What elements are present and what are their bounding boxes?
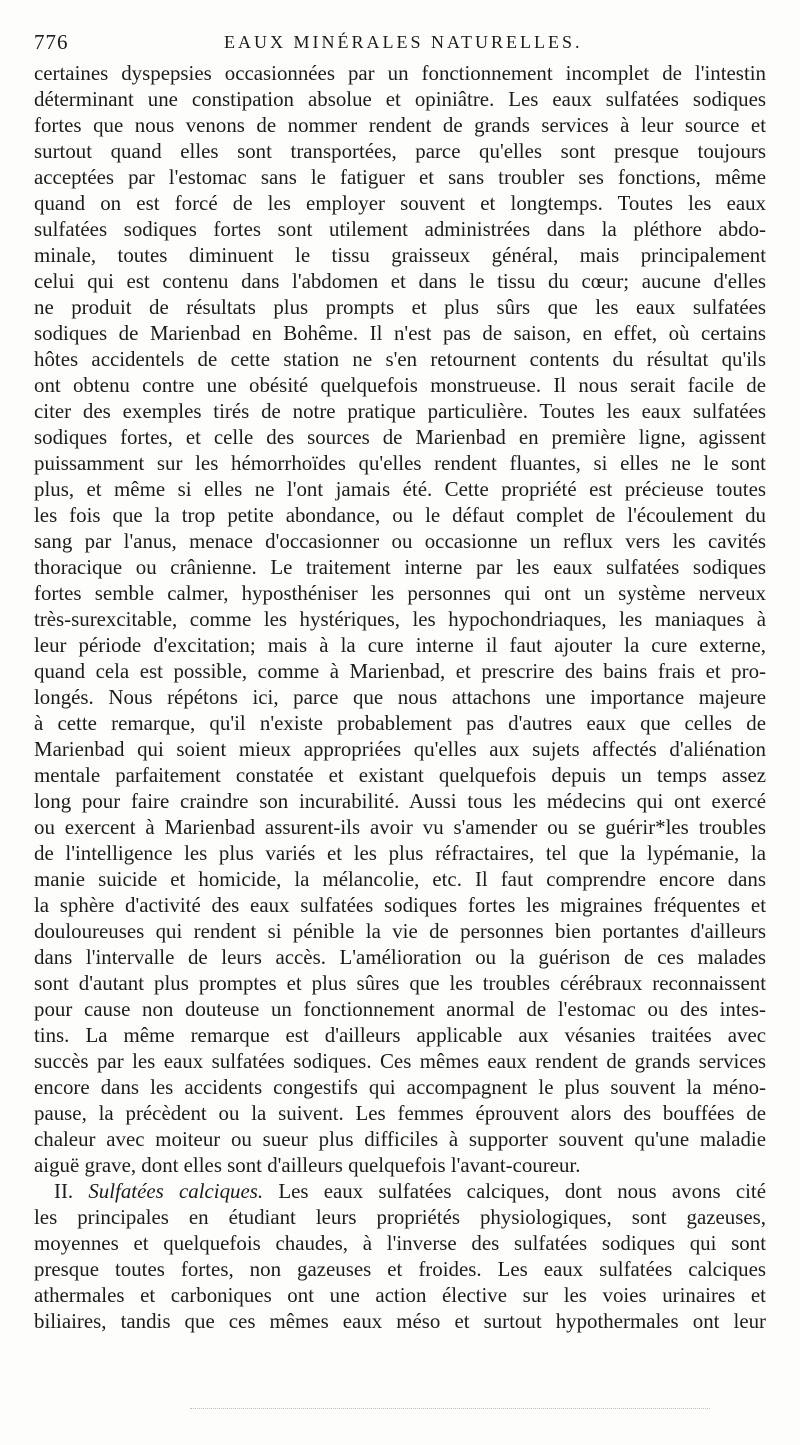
- text-line: athermales et carboniques ont une action élective sur les voies urinaires et: [34, 1283, 766, 1307]
- text-line: longés. Nous répétons ici, parce que nous attachons une importance majeure: [34, 685, 766, 709]
- text-line: biliaires, tandis que ces mêmes eaux méso et surtout hypothermales ont leur: [34, 1309, 766, 1333]
- text-line: celui qui est contenu dans l'abdomen et dans le tissu du cœur; aucune d'elles: [34, 269, 766, 293]
- text-line: Les eaux sulfatées calciques, dont nous avons cité: [278, 1179, 766, 1203]
- text-line: sont d'autant plus promptes et plus sûres que les troubles cérébraux reconnaissent: [34, 971, 766, 995]
- text-line: aiguë grave, dont elles sont d'ailleurs quelquefois l'avant-coureur.: [34, 1153, 581, 1177]
- text-line: ou exercent à Marienbad assurent-ils avoir vu s'amender ou se guérir*les troubles: [34, 815, 766, 839]
- scan-artifact-line: [190, 1408, 710, 1411]
- text-line: leur période d'excitation; mais à la cure interne il faut ajouter la cure externe,: [34, 633, 766, 657]
- page-number: 776: [34, 30, 69, 54]
- text-line: presque toutes fortes, non gazeuses et froides. Les eaux sulfatées calciques: [34, 1257, 766, 1281]
- text-line: ne produit de résultats plus prompts et plus sûrs que les eaux sulfatées: [34, 295, 766, 319]
- text-line: sodiques fortes, et celle des sources de Marienbad en première ligne, agissent: [34, 425, 766, 449]
- text-line: moyennes et quelquefois chaudes, à l'inverse des sulfatées sodiques qui sont: [34, 1231, 766, 1255]
- text-line: citer des exemples tirés de notre pratique particulière. Toutes les eaux sulfatées: [34, 399, 766, 423]
- text-line: minale, toutes diminuent le tissu graisseux général, mais principalement: [34, 243, 766, 267]
- text-line: long pour faire craindre son incurabilité. Aussi tous les médecins qui ont exercé: [34, 789, 766, 813]
- running-title: EAUX MINÉRALES NATURELLES.: [224, 32, 583, 52]
- text-line: dans l'intervalle de leurs accès. L'amélioration ou la guérison de ces malades: [34, 945, 766, 969]
- text-line: pour cause non douteuse un fonctionnement anormal de l'estomac ou des intes-: [34, 997, 766, 1021]
- running-head: [34, 28, 770, 58]
- text-line: Marienbad qui soient mieux appropriées qu'elles aux sujets affectés d'aliénation: [34, 737, 766, 761]
- section-number: II.: [54, 1179, 74, 1203]
- text-line: les fois que la trop petite abondance, ou le défaut complet de l'écoulement du: [34, 503, 766, 527]
- text-line: sulfatées sodiques fortes sont utilement administrées dans la pléthore abdo-: [34, 217, 766, 241]
- text-line: sang par l'anus, menace d'occasionner ou occasionne un reflux vers les cavités: [34, 529, 766, 553]
- text-line: pause, la précèdent ou la suivent. Les femmes éprouvent alors des bouffées de: [34, 1101, 766, 1125]
- section-sulfatees-calciques: [34, 1178, 766, 1334]
- text-line: les principales en étudiant leurs propriétés physiologiques, sont gazeuses,: [34, 1205, 766, 1229]
- text-line: puissamment sur les hémorrhoïdes qu'elles rendent fluantes, si elles ne le sont: [34, 451, 766, 475]
- text-line: quand cela est possible, comme à Marienbad, et prescrire des bains frais et pro-: [34, 659, 766, 683]
- text-line: thoracique ou crânienne. Le traitement interne par les eaux sulfatées sodiques: [34, 555, 766, 579]
- text-line: sodiques de Marienbad en Bohême. Il n'est pas de saison, en effet, où certains: [34, 321, 766, 345]
- text-line: quand on est forcé de les employer souvent et longtemps. Toutes les eaux: [34, 191, 766, 215]
- body-text: [34, 60, 766, 1334]
- text-line: succès par les eaux sulfatées sodiques. Ces mêmes eaux rendent de grands services: [34, 1049, 766, 1073]
- text-line: à cette remarque, qu'il n'existe probablement pas d'autres eaux que celles de: [34, 711, 766, 735]
- text-line: ont obtenu contre une obésité quelquefois monstrueuse. Il nous serait facile de: [34, 373, 766, 397]
- paragraph-sulfatees-sodiques: [34, 60, 766, 1178]
- text-line: très-surexcitable, comme les hystériques, les hypochondriaques, les maniaques à: [34, 607, 766, 631]
- text-line: encore dans les accidents congestifs qui accompagnent le plus souvent la méno-: [34, 1075, 766, 1099]
- text-line: chaleur avec moiteur ou sueur plus difficiles à supporter souvent qu'une maladie: [34, 1127, 766, 1151]
- text-line: acceptées par l'estomac sans le fatiguer et sans troubler ses fonctions, même: [34, 165, 766, 189]
- text-line: manie suicide et homicide, la mélancolie, etc. Il faut comprendre encore dans: [34, 867, 766, 891]
- text-line: certaines dyspepsies occasionnées par un fonctionnement incomplet de l'intestin: [34, 61, 766, 85]
- text-line: de l'intelligence les plus variés et les plus réfractaires, tel que la lypémanie, la: [34, 841, 766, 865]
- text-line: hôtes accidentels de cette station ne s'en retournent contents du résultat qu'ils: [34, 347, 766, 371]
- text-line: fortes que nous venons de nommer rendent de grands services à leur source et: [34, 113, 766, 137]
- text-line: surtout quand elles sont transportées, parce qu'elles sont presque toujours: [34, 139, 766, 163]
- text-line: fortes semble calmer, hyposthéniser les personnes qui ont un système nerveux: [34, 581, 766, 605]
- text-line: douloureuses qui rendent si pénible la vie de personnes bien portantes d'ailleurs: [34, 919, 766, 943]
- section-title: Sulfatées calciques.: [88, 1179, 264, 1203]
- text-line: déterminant une constipation absolue et opiniâtre. Les eaux sulfatées sodiques: [34, 87, 766, 111]
- text-line: la sphère d'activité des eaux sulfatées sodiques fortes les migraines fréquentes et: [34, 893, 766, 917]
- text-line: tins. La même remarque est d'ailleurs applicable aux vésanies traitées avec: [34, 1023, 766, 1047]
- text-line: mentale parfaitement constatée et existant quelquefois depuis un temps assez: [34, 763, 766, 787]
- text-line: plus, et même si elles ne l'ont jamais été. Cette propriété est précieuse toutes: [34, 477, 766, 501]
- section-heading-line: [34, 1178, 766, 1204]
